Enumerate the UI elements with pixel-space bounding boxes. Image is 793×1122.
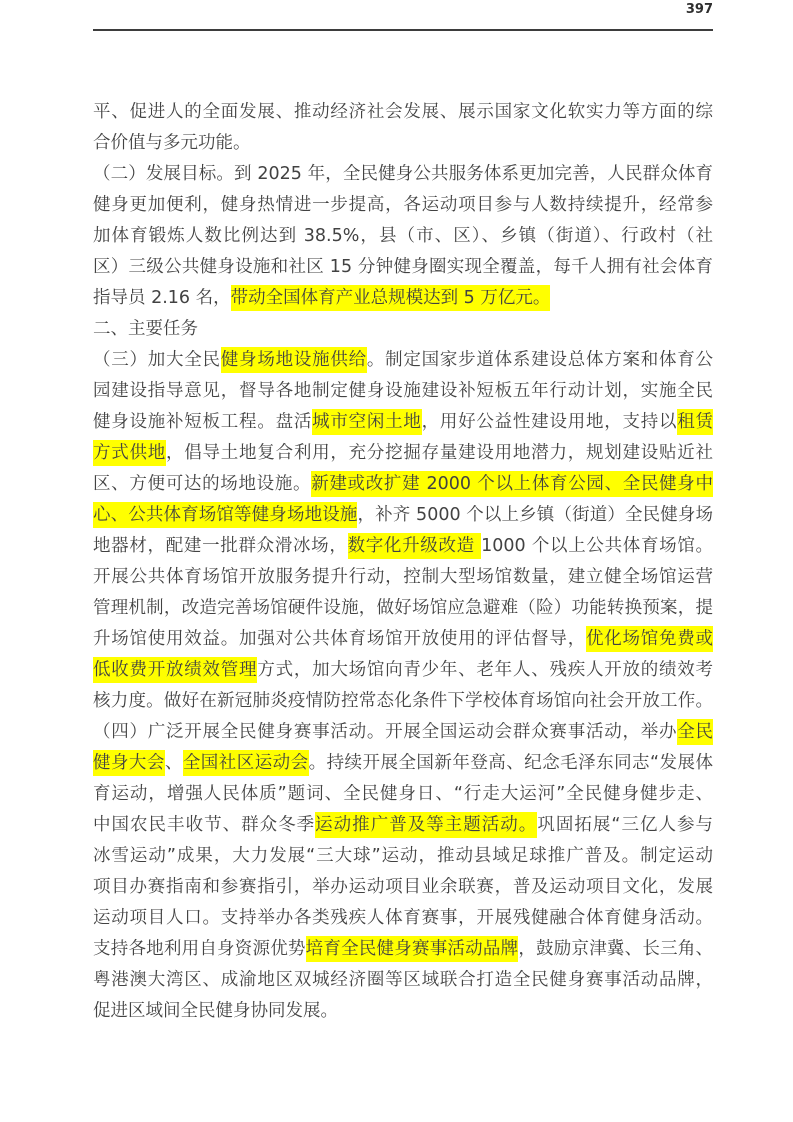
text-line	[93, 965, 713, 996]
text-segment: 二、主要任务	[93, 319, 198, 339]
text-line	[93, 190, 713, 221]
highlighted-text: 方式供地	[93, 440, 166, 466]
highlighted-text: 心、公共体育场馆等健身场地设施	[93, 502, 357, 528]
highlighted-text: 低收费开放绩效管理	[93, 657, 257, 683]
text-line	[93, 810, 713, 841]
text-segment: 健身设施补短板工程。盘活	[93, 412, 313, 432]
highlighted-text: 带动全国体育产业总规模达到 5 万亿元。	[231, 285, 551, 311]
text-segment: 区、方便可达的场地设施。	[93, 474, 312, 494]
text-segment: ，补齐 5000 个以上乡镇（街道）全民健身场	[357, 505, 713, 525]
text-line	[93, 996, 713, 1027]
text-line	[93, 748, 713, 779]
text-line	[93, 717, 713, 748]
text-line	[93, 128, 713, 159]
text-segment: 。制定国家步道体系建设总体方案和体育公	[366, 350, 713, 370]
body-text	[93, 97, 713, 1027]
text-segment: 粤港澳大湾区、成渝地区双城经济圈等区域联合打造全民健身赛事活动品牌，	[93, 970, 713, 990]
text-segment: 。持续开展全国新年登高、纪念毛泽东同志“发展体	[308, 753, 713, 773]
text-line	[93, 841, 713, 872]
highlighted-text: 健身大会	[93, 750, 165, 776]
text-segment: （三）加大全民	[93, 350, 221, 370]
text-segment: 健身更加便利，健身热情进一步提高，各运动项目参与人数持续提升，经常参	[93, 195, 713, 215]
text-segment: ，鼓励京津冀、长三角、	[518, 939, 713, 959]
text-line	[93, 531, 713, 562]
text-line	[93, 97, 713, 128]
text-segment: 项目办赛指南和参赛指引，举办运动项目业余联赛，普及运动项目文化，发展	[93, 877, 713, 897]
highlighted-text: 全民	[677, 719, 713, 745]
highlighted-text: 运动推广普及等主题活动。	[315, 812, 537, 838]
text-line	[93, 872, 713, 903]
text-segment: 指导员 2.16 名，	[93, 288, 231, 308]
text-segment: 促进区域间全民健身协同发展。	[93, 1001, 338, 1021]
text-line	[93, 655, 713, 686]
text-segment: 支持各地利用自身资源优势	[93, 939, 306, 959]
text-line	[93, 283, 713, 314]
text-segment: 管理机制，改造完善场馆硬件设施，做好场馆应急避难（险）功能转换预案，提	[93, 598, 713, 618]
text-line	[93, 624, 713, 655]
highlighted-text: 租赁	[677, 409, 713, 435]
text-line	[93, 221, 713, 252]
text-line	[93, 314, 713, 345]
text-segment: 运动项目人口。支持举办各类残疾人体育赛事，开展残健融合体育健身活动。	[93, 908, 713, 928]
text-line	[93, 686, 713, 717]
highlighted-text: 培育全民健身赛事活动品牌	[306, 936, 519, 962]
text-line	[93, 345, 713, 376]
highlighted-text: 新建或改扩建 2000 个以上体育公园、全民健身中	[311, 471, 713, 497]
text-line	[93, 562, 713, 593]
text-segment: 1000 个以上公共体育场馆。	[481, 536, 713, 556]
page-number: 397	[685, 2, 713, 17]
text-segment: ，用好公益性建设用地，支持以	[421, 412, 678, 432]
text-line	[93, 376, 713, 407]
highlighted-text: 全国社区运动会	[183, 750, 309, 776]
highlighted-text: 数字化升级改造	[348, 533, 482, 559]
text-line	[93, 903, 713, 934]
text-segment: （四）广泛开展全民健身赛事活动。开展全国运动会群众赛事活动，举办	[93, 722, 678, 742]
text-line	[93, 593, 713, 624]
text-segment: 开展公共体育场馆开放服务提升行动，控制大型场馆数量，建立健全场馆运营	[93, 567, 713, 587]
text-line	[93, 159, 713, 190]
text-segment: 核力度。做好在新冠肺炎疫情防控常态化条件下学校体育场馆向社会开放工作。	[93, 691, 713, 711]
text-segment: 加体育锻炼人数比例达到 38.5%，县（市、区）、乡镇（街道）、行政村（社	[93, 226, 713, 246]
text-segment: 合价值与多元功能。	[93, 133, 251, 153]
text-segment: 方式，加大场馆向青少年、老年人、残疾人开放的绩效考	[257, 660, 713, 680]
header-rule	[93, 29, 713, 31]
text-line	[93, 500, 713, 531]
text-line	[93, 779, 713, 810]
text-segment: 地器材，配建一批群众滑冰场，	[93, 536, 348, 556]
text-segment: （二）发展目标。到 2025 年，全民健身公共服务体系更加完善，人民群众体育	[93, 164, 713, 184]
text-line	[93, 252, 713, 283]
text-segment: 育运动，增强人民体质”题词、全民健身日、“行走大运河”全民健身健步走、	[93, 784, 713, 804]
text-segment: 升场馆使用效益。加强对公共体育场馆开放使用的评估督导，	[93, 629, 586, 649]
text-line	[93, 934, 713, 965]
highlighted-text: 健身场地设施供给	[221, 347, 367, 373]
text-line	[93, 407, 713, 438]
text-segment: 中国农民丰收节、群众冬季	[93, 815, 316, 835]
highlighted-text: 城市空闲土地	[312, 409, 422, 435]
text-segment: 、	[164, 753, 183, 773]
text-line	[93, 438, 713, 469]
text-line	[93, 469, 713, 500]
text-segment: 区）三级公共健身设施和社区 15 分钟健身圈实现全覆盖，每千人拥有社会体育	[93, 257, 713, 277]
text-segment: 园建设指导意见，督导各地制定健身设施建设补短板五年行动计划，实施全民	[93, 381, 713, 401]
highlighted-text: 优化场馆免费或	[586, 626, 713, 652]
text-segment: 平、促进人的全面发展、推动经济社会发展、展示国家文化软实力等方面的综	[93, 102, 713, 122]
text-segment: 冰雪运动”成果，大力发展“三大球”运动，推动县域足球推广普及。制定运动	[93, 846, 713, 866]
text-segment: ，倡导土地复合利用，充分挖掘存量建设用地潜力，规划建设贴近社	[166, 443, 713, 463]
text-segment: 巩固拓展“三亿人参与	[537, 815, 713, 835]
